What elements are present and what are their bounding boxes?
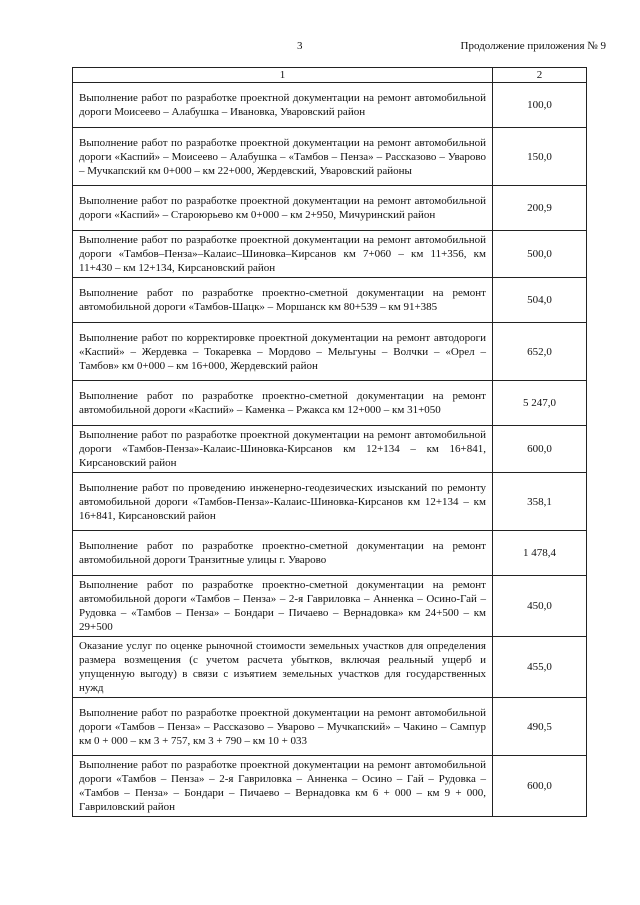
appendix-continuation-note: Продолжение приложения № 9	[460, 40, 606, 52]
table-row	[73, 576, 587, 637]
work-description: Выполнение работ по разработке проектной документации на ремонт автомобильной дороги «Тамбов-Пенза»-Калаис-Шиновка-Кирсанов км 12+134 – км 16+841, Кирсановский район	[73, 426, 493, 473]
amount-value: 652,0	[493, 323, 587, 381]
amount-value: 5 247,0	[493, 381, 587, 426]
work-description: Выполнение работ по разработке проектной документации на ремонт автомобильной дороги Моисеево – Алабушка – Ивановка, Уваровский район	[73, 83, 493, 128]
table-row	[73, 231, 587, 278]
amount-value: 100,0	[493, 83, 587, 128]
amount-value: 490,5	[493, 698, 587, 756]
work-description: Выполнение работ по проведению инженерно-геодезических изысканий по ремонту автомобильной дороги «Тамбов-Пенза»-Калаис-Шиновка-Кирсанов км 12+134 – км 16+841, Кирсановский район	[73, 473, 493, 531]
amount-value: 455,0	[493, 637, 587, 698]
work-description: Выполнение работ по разработке проектной документации на ремонт автомобильной дороги «Тамбов – Пенза» – Рассказово – Уварово – Мучкапский» – Чакино – Сампур км 0 + 000 – км 3 + 757, км 3 + 790 – км 10 + 033	[73, 698, 493, 756]
amount-value: 600,0	[493, 426, 587, 473]
column-number-2: 2	[493, 68, 587, 83]
column-number-1: 1	[73, 68, 493, 83]
amount-value: 358,1	[493, 473, 587, 531]
table-row	[73, 473, 587, 531]
table-row	[73, 128, 587, 186]
table-row	[73, 637, 587, 698]
table-row	[73, 278, 587, 323]
page-number: 3	[297, 40, 303, 52]
work-description: Выполнение работ по разработке проектно-сметной документации на ремонт автомобильной дороги Транзитные улицы г. Уварово	[73, 531, 493, 576]
work-description: Выполнение работ по разработке проектно-сметной документации на ремонт автомобильной дороги «Тамбов-Шацк» – Моршанск км 80+539 – км 91+385	[73, 278, 493, 323]
amount-value: 500,0	[493, 231, 587, 278]
work-items-table	[72, 67, 587, 817]
table-row	[73, 186, 587, 231]
amount-value: 504,0	[493, 278, 587, 323]
table-column-numbers-row	[73, 68, 587, 83]
work-description: Выполнение работ по разработке проектной документации на ремонт автомобильной дороги «Тамбов – Пенза» – 2-я Гавриловка – Анненка – Осино – Гай – Рудовка – «Тамбов – Пенза» – Бондари – Пичаево – Вернадовка км 6 + 000 – км 9 + 000, Гавриловский район	[73, 756, 493, 817]
amount-value: 450,0	[493, 576, 587, 637]
work-description: Выполнение работ по разработке проектной документации на ремонт автомобильной дороги «Тамбов–Пенза»–Калаис–Шиновка–Кирсанов км 7+060 – км 11+356, км 11+430 – км 12+134, Кирсановский район	[73, 231, 493, 278]
work-description: Выполнение работ по разработке проектно-сметной документации на ремонт автомобильной дороги «Тамбов – Пенза» – 2-я Гавриловка – Анненка – Осино-Гай – Рудовка – «Тамбов – Пенза» – Бондари – Пичаево – Вернадовка» км 24+500 – км 29+500	[73, 576, 493, 637]
table-row	[73, 83, 587, 128]
amount-value: 200,9	[493, 186, 587, 231]
amount-value: 150,0	[493, 128, 587, 186]
work-description: Оказание услуг по оценке рыночной стоимости земельных участков для определения размера возмещения (с учетом расчета убытков, включая реальный ущерб и упущенную выгоду) в связи с изъятием земельных участков для государственных нужд	[73, 637, 493, 698]
work-description: Выполнение работ по разработке проектной документации на ремонт автомобильной дороги «Каспий» – Староюрьево км 0+000 – км 2+950, Мичуринский район	[73, 186, 493, 231]
table-row	[73, 381, 587, 426]
work-description: Выполнение работ по разработке проектной документации на ремонт автомобильной дороги «Каспий» – Моисеево – Алабушка – «Тамбов – Пенза» – Рассказово – Уварово – Мучкапский км 0+000 – км 22+000, Жердевский, Уваровский районы	[73, 128, 493, 186]
table-row	[73, 756, 587, 817]
table-row	[73, 698, 587, 756]
table-row	[73, 531, 587, 576]
work-description: Выполнение работ по корректировке проектной документации на ремонт автодороги «Каспий» – Жердевка – Токаревка – Мордово – Мельгуны – Волчки – «Орел – Тамбов» км 0+000 – км 16+000, Жердевский район	[73, 323, 493, 381]
amount-value: 1 478,4	[493, 531, 587, 576]
table-row	[73, 323, 587, 381]
table-row	[73, 426, 587, 473]
amount-value: 600,0	[493, 756, 587, 817]
work-description: Выполнение работ по разработке проектно-сметной документации на ремонт автомобильной дороги «Каспий» – Каменка – Ржакса км 12+000 – км 31+050	[73, 381, 493, 426]
